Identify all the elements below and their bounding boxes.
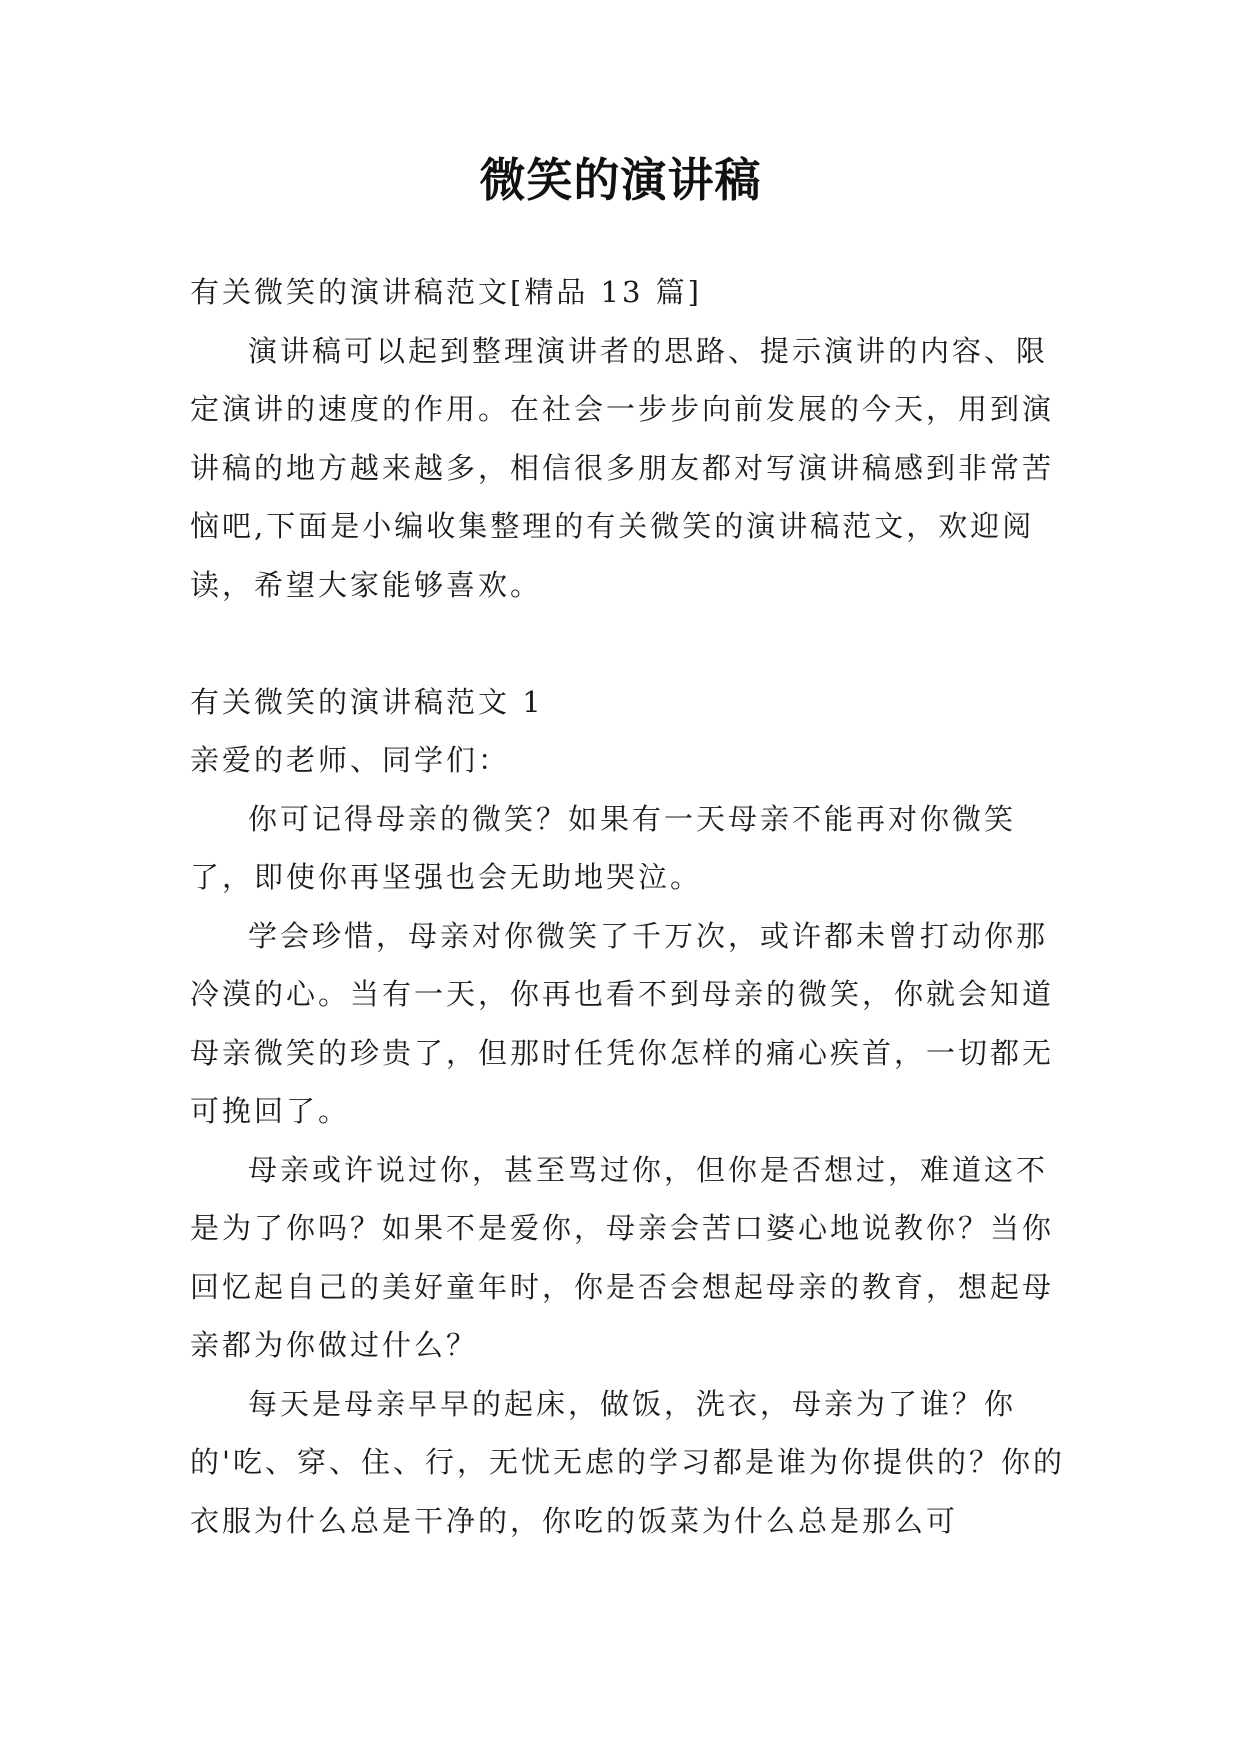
section-heading: 有关微笑的演讲稿范文 1 [190,684,544,719]
intro-paragraph: 演讲稿可以起到整理演讲者的思路、提示演讲的内容、限定演讲的速度的作用。在社会一步步向前发展的今天，用到演讲稿的地方越来越多，相信很多朋友都对写演讲稿感到非常苦恼吧,下面是小编收集整理的有关微笑的演讲稿范文，欢迎阅读，希望大家能够喜欢。 [190,333,1055,602]
body-paragraph: 每天是母亲早早的起床，做饭，洗衣，母亲为了谁？你的'吃、穿、住、行，无忧无虑的学习都是谁为你提供的？你的衣服为什么总是干净的，你吃的饭菜为什么总是那么可 [190,1386,1065,1538]
document-body [190,263,1070,1550]
document-subtitle: 有关微笑的演讲稿范文[精品 13 篇] [190,275,702,309]
body-paragraph: 母亲或许说过你，甚至骂过你，但你是否想过，难道这不是为了你吗？如果不是爱你，母亲会苦口婆心地说教你？当你回忆起自己的美好童年时，你是否会想起母亲的教育，想起母亲都为你做过什么？ [190,1152,1055,1362]
section-gap [190,614,1070,673]
body-paragraph: 你可记得母亲的微笑？如果有一天母亲不能再对你微笑了，即使你再坚强也会无助地哭泣。 [190,801,1017,894]
document-title: 微笑的演讲稿 [479,153,762,207]
salutation: 亲爱的老师、同学们： [190,743,511,777]
body-paragraph: 学会珍惜，母亲对你微笑了千万次，或许都未曾打动你那冷漠的心。当有一天，你再也看不到母亲的微笑，你就会知道母亲微笑的珍贵了，但那时任凭你怎样的痛心疾首，一切都无可挽回了。 [190,918,1055,1128]
